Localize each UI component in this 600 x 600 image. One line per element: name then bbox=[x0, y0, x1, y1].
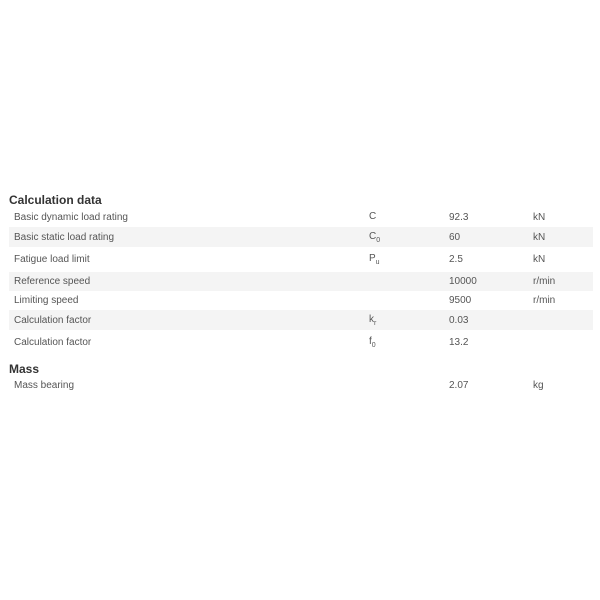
row-symbol bbox=[364, 291, 444, 310]
row-symbol: $C_0$ bbox=[364, 227, 444, 247]
table-row bbox=[9, 330, 593, 355]
table-row bbox=[9, 208, 593, 227]
row-label: Calculation factor bbox=[9, 330, 364, 355]
calculation-data-section bbox=[9, 193, 593, 355]
row-symbol bbox=[364, 272, 444, 291]
row-symbol: $P_u$ bbox=[364, 247, 444, 272]
row-unit: kN bbox=[528, 208, 593, 227]
table-row bbox=[9, 272, 593, 291]
row-unit: r/min bbox=[528, 291, 593, 310]
row-symbol: $f_0$ bbox=[364, 330, 444, 355]
row-symbol: C bbox=[364, 208, 444, 227]
row-value: 0.03 bbox=[444, 310, 528, 330]
row-value: 92.3 bbox=[444, 208, 528, 227]
row-value: 9500 bbox=[444, 291, 528, 310]
row-unit: kN bbox=[528, 247, 593, 272]
calculation-data-title: Calculation data bbox=[9, 193, 102, 207]
row-value: 10000 bbox=[444, 272, 528, 291]
row-label: Calculation factor bbox=[9, 310, 364, 330]
row-value: 60 bbox=[444, 227, 528, 247]
row-symbol: $k_r$ bbox=[364, 310, 444, 330]
row-label: Reference speed bbox=[9, 272, 364, 291]
table-row bbox=[9, 291, 593, 310]
row-label: Basic dynamic load rating bbox=[9, 208, 364, 227]
table-row bbox=[9, 377, 593, 394]
row-label: Limiting speed bbox=[9, 291, 364, 310]
mass-title: Mass bbox=[9, 362, 40, 376]
row-unit: r/min bbox=[528, 272, 593, 291]
table-row bbox=[9, 310, 593, 330]
row-label: Mass bearing bbox=[9, 377, 364, 394]
row-unit bbox=[528, 310, 593, 330]
calculation-data-table bbox=[9, 208, 593, 355]
table-row bbox=[9, 227, 593, 247]
row-label: Fatigue load limit bbox=[9, 247, 364, 272]
row-label: Basic static load rating bbox=[9, 227, 364, 247]
row-unit: kN bbox=[528, 227, 593, 247]
row-unit: kg bbox=[528, 377, 593, 394]
mass-section bbox=[9, 362, 593, 394]
mass-table bbox=[9, 377, 593, 394]
row-symbol bbox=[364, 377, 444, 394]
row-unit bbox=[528, 330, 593, 355]
row-value: 13.2 bbox=[444, 330, 528, 355]
row-value: 2.07 bbox=[444, 377, 528, 394]
row-value: 2.5 bbox=[444, 247, 528, 272]
table-row bbox=[9, 247, 593, 272]
